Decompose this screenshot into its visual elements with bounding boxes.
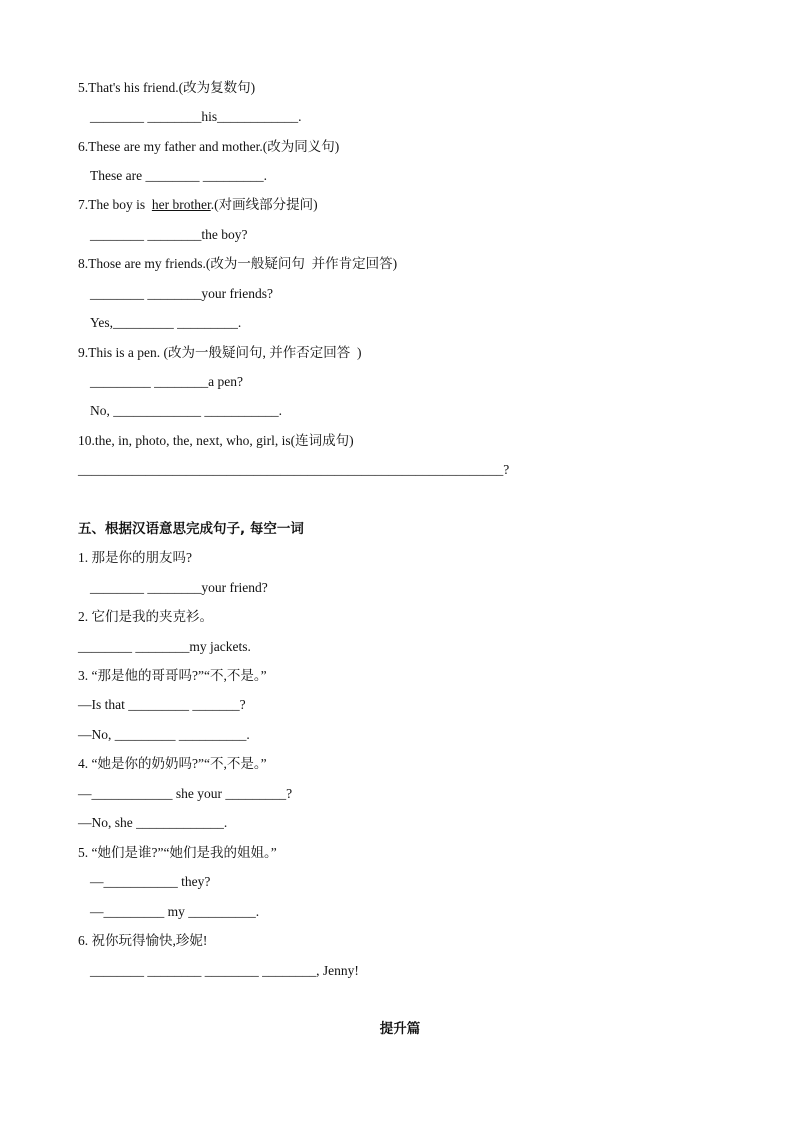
s5-item3-prompt: 3. “那是他的哥哥吗?”“不,不是。” — [78, 668, 267, 683]
s5-item6-answer: ________ ________ ________ ________, Jenny! — [90, 963, 359, 978]
q9-answer-line-2: No, _____________ ___________. — [90, 403, 282, 418]
q5-answer-line: ________ ________his____________. — [90, 109, 302, 124]
s5-item4-answer-1: —____________ she your _________? — [78, 786, 293, 801]
s5-item3-answer-1: —Is that _________ _______? — [78, 697, 246, 712]
q7-underlined-phrase: her brother — [151, 197, 211, 212]
q6-answer-line: These are ________ _________. — [90, 168, 267, 183]
q8-answer-line-2: Yes,_________ _________. — [90, 315, 242, 330]
s5-item5-answer-1: —___________ they? — [90, 874, 211, 889]
s5-item4-prompt: 4. “她是你的奶奶吗?”“不,不是。” — [78, 756, 267, 771]
q9-answer-line-1: _________ ________a pen? — [90, 374, 243, 389]
s5-item1-prompt: 1. 那是你的朋友吗? — [78, 550, 192, 565]
q10-answer-line: _______________________________________________________________? — [78, 462, 510, 477]
q8-prompt: 8.Those are my friends.(改为一般疑问句 并作肯定回答) — [78, 256, 398, 271]
section5-heading: 五、根据汉语意思完成句子, 每空一词 — [78, 521, 304, 537]
q10-prompt: 10.the, in, photo, the, next, who, girl, is(连词成句) — [78, 433, 354, 448]
q6-prompt: 6.These are my father and mother.(改为同义句) — [78, 139, 340, 154]
q5-prompt: 5.That's his friend.(改为复数句) — [78, 80, 256, 95]
s5-item5-answer-2: —_________ my __________. — [90, 904, 260, 919]
s5-item6-prompt: 6. 祝你玩得愉快,珍妮! — [78, 933, 208, 948]
q7-answer-line: ________ ________the boy? — [90, 227, 248, 242]
q7-prompt-start: 7.The boy is — [78, 197, 152, 212]
s5-item4-answer-2: —No, she _____________. — [78, 815, 228, 830]
q9-prompt: 9.This is a pen. (改为一般疑问句, 并作否定回答 ) — [78, 345, 362, 360]
s5-item1-answer: ________ ________your friend? — [90, 580, 268, 595]
q7-prompt — [78, 196, 318, 214]
q8-answer-line-1: ________ ________your friends? — [90, 286, 273, 301]
s5-item2-prompt: 2. 它们是我的夹克衫。 — [78, 609, 213, 624]
section-title-advanced: 提升篇 — [379, 1021, 421, 1037]
q7-prompt-end: .(对画线部分提问) — [210, 197, 318, 212]
s5-item3-answer-2: —No, _________ __________. — [78, 727, 250, 742]
s5-item2-answer: ________ ________my jackets. — [78, 639, 251, 654]
s5-item5-prompt: 5. “她们是谁?”“她们是我的姐姐。” — [78, 845, 277, 860]
